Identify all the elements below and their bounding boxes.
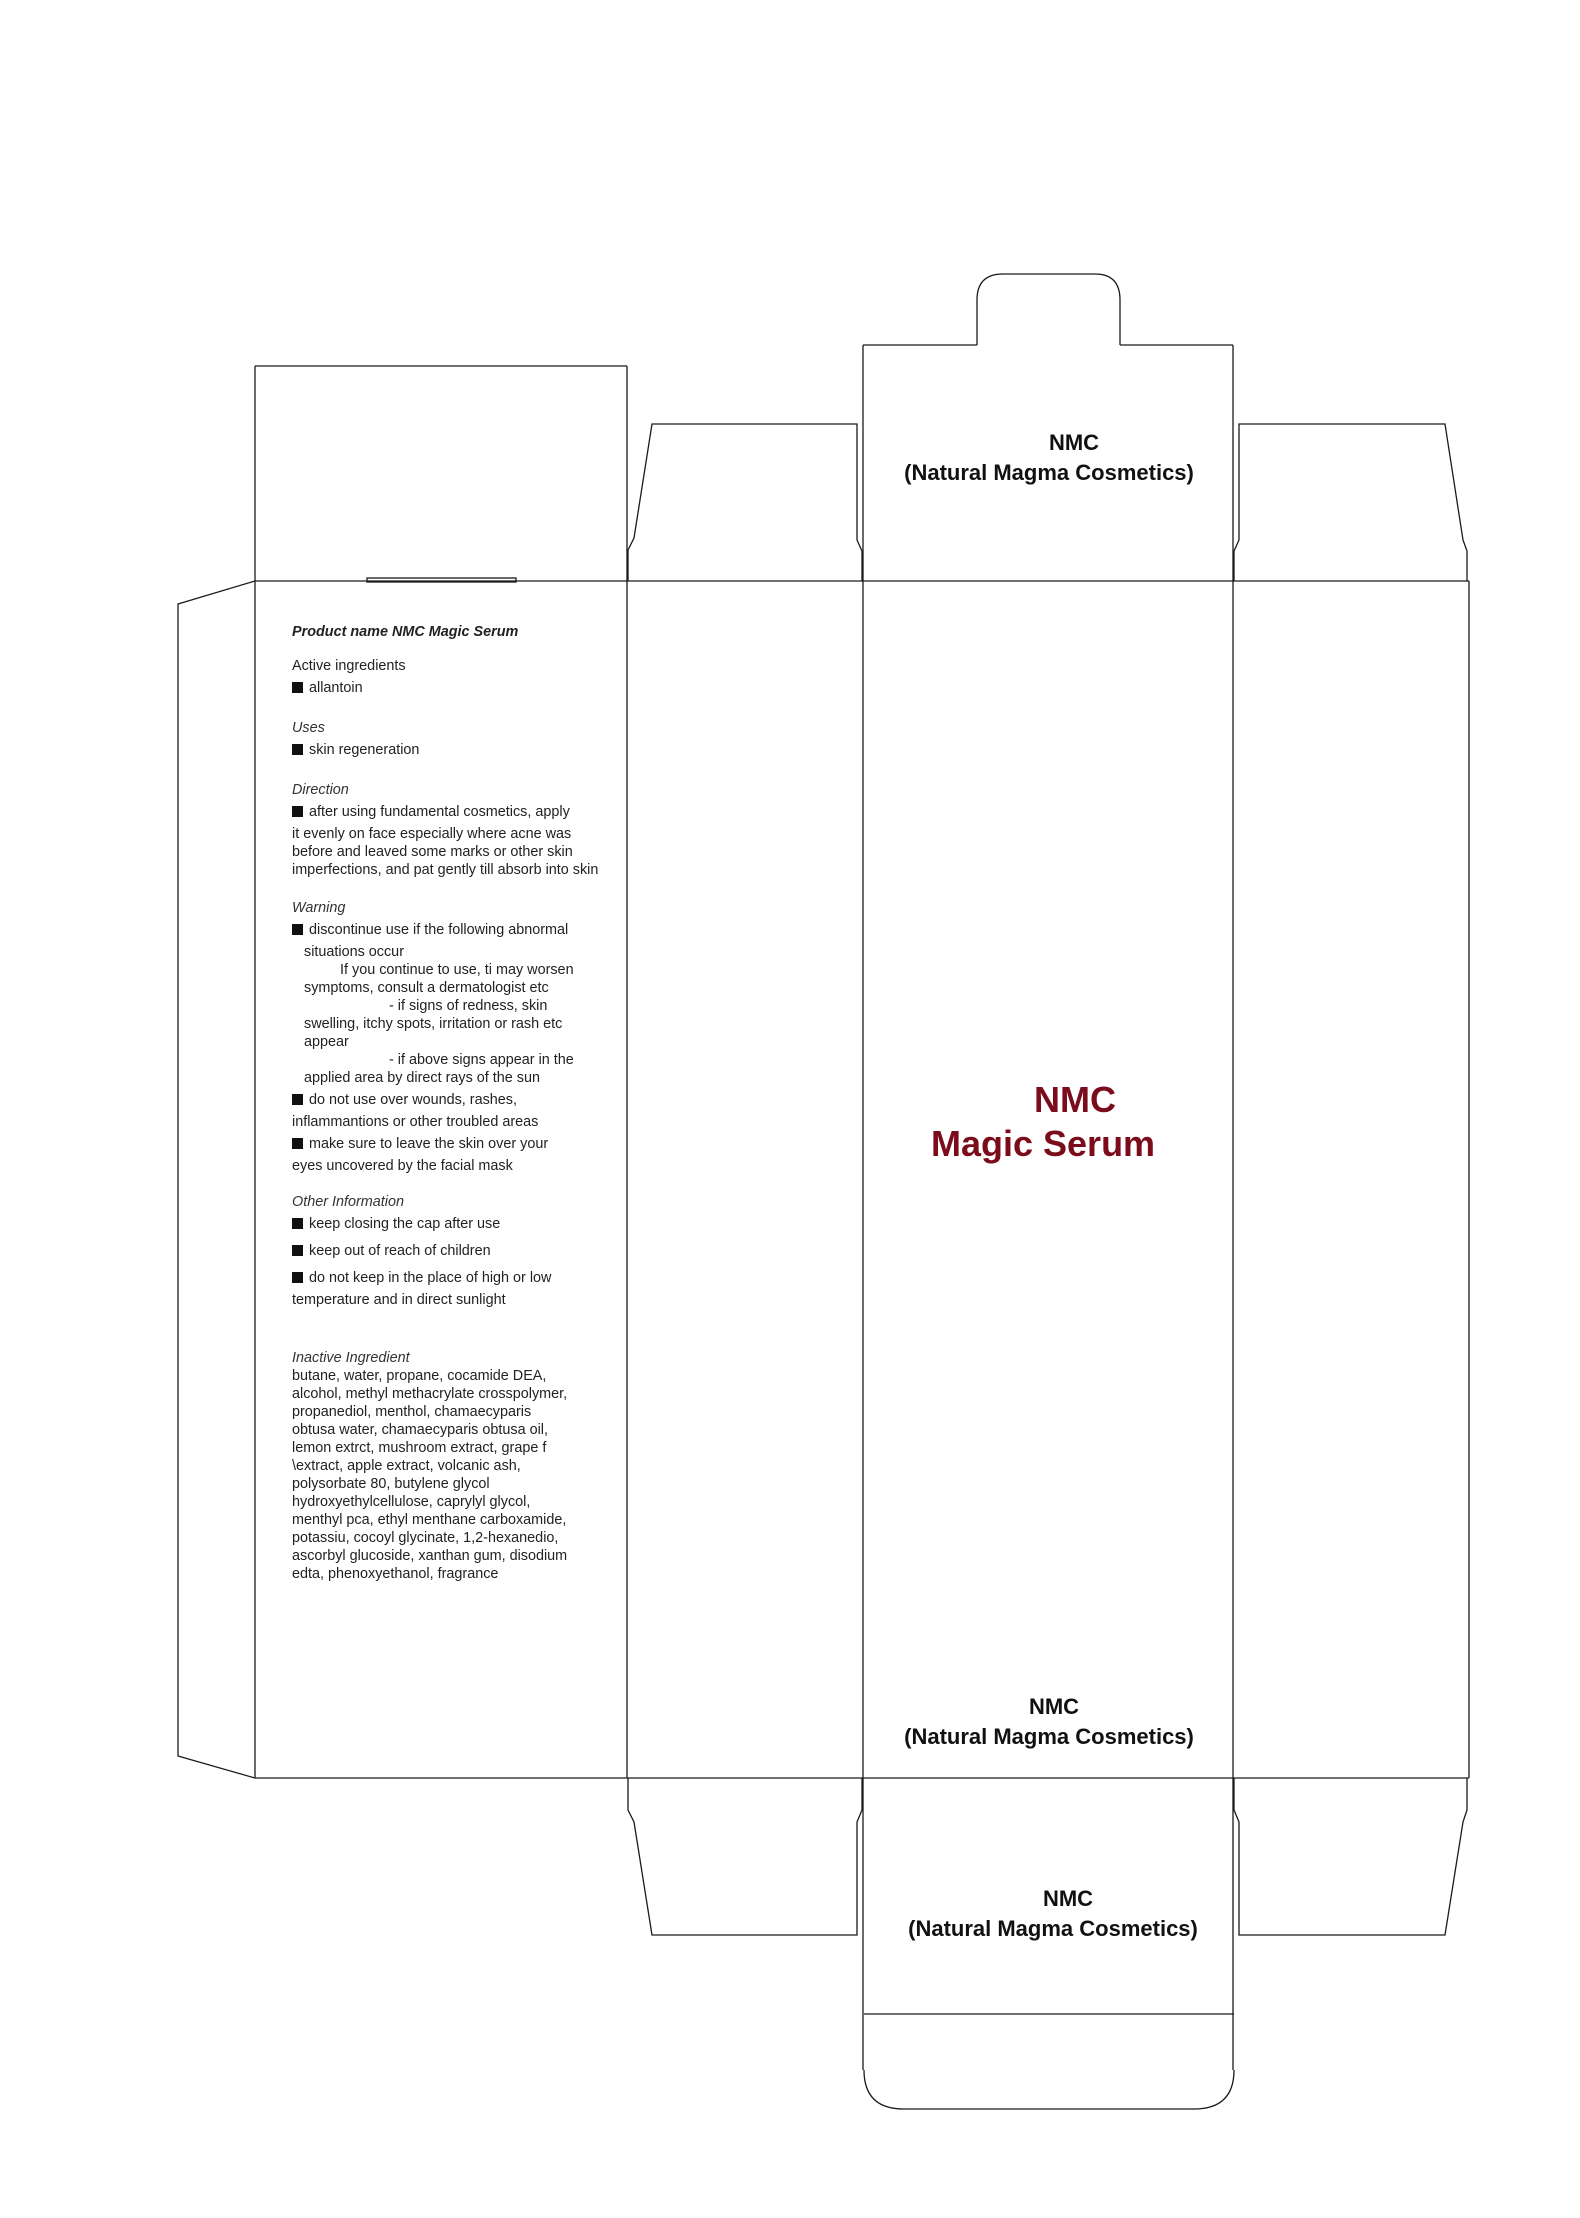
inactive-ingredient-list: butane, water, propane, cocamide DEA, alcohol, methyl methacrylate crosspolymer, propanediol, menthol, chamaecyparis obtusa water, chamaecyparis obtusa oil, lemon extrct, mushroom extract, grape f \extract, apple extract, volcanic ash, polysorbate 80, butylene glycol hydroxyethylcellulose, caprylyl glycol, menthyl pca, ethyl menthane carboxamide, potassiu, cocoyl glycinate, 1,2-hexanedio, ascorbyl glucoside, xanthan gum, disodium edta, phenoxyethanol, fragrance	[292, 1368, 568, 1582]
front-panel-title	[864, 1078, 1234, 1166]
brand-full: (Natural Magma Cosmetics)	[908, 1916, 1198, 1941]
front-bottom-brand-block	[864, 1692, 1234, 1752]
uses-item: skin regeneration	[292, 741, 612, 759]
warning-section: Warning discontinue use if the following abnormal situations occur If you continue to use, ti may worsen symptoms, consult a dermatologist etc - if signs of redness, skin swelling, itchy spots, irritation or rash etc appear - if above signs appear in the applied area by direct rays of the sun do not use over wounds, rashes, inflammantions or other troubled areas make sure to leave the skin over your eyes uncovered by the facial mask	[292, 899, 612, 1175]
brand-short: NMC	[1028, 1694, 1080, 1719]
bottom-tuck-tab	[864, 2070, 1234, 2109]
inactive-title: Inactive Ingredient	[292, 1350, 410, 1366]
bullet-square-icon	[292, 682, 303, 693]
bullet-square-icon	[292, 744, 303, 755]
tuck-slot	[367, 578, 516, 582]
bullet-square-icon	[292, 1272, 303, 1283]
brand-full: (Natural Magma Cosmetics)	[904, 1724, 1194, 1749]
direction-text: it evenly on face especially where acne was before and leaved some marks or other skin imperfections, and pat gently till absorb into skin	[292, 826, 599, 878]
other-title: Other Information	[292, 1194, 404, 1210]
other-item-3: do not keep in the place of high or low	[292, 1269, 612, 1287]
bullet-square-icon	[292, 924, 303, 935]
active-title: Active ingredients	[292, 658, 406, 674]
top-brand-block	[864, 428, 1234, 488]
bullet-square-icon	[292, 1138, 303, 1149]
dust-flap-bottom-left	[628, 1778, 862, 1935]
other-info-section: Other Information keep closing the cap after use keep out of reach of children do not keep in the place of high or low temperature and in direct sunlight	[292, 1193, 612, 1309]
warning-item-3: make sure to leave the skin over your	[292, 1135, 612, 1153]
direction-title: Direction	[292, 782, 349, 798]
info-panel	[292, 623, 612, 1583]
other-item-1: keep closing the cap after use	[292, 1215, 612, 1233]
active-ingredients-section	[292, 657, 612, 697]
warning-item-1: discontinue use if the following abnormal	[292, 921, 612, 939]
direction-item: after using fundamental cosmetics, apply	[292, 803, 612, 821]
dust-flap-top-right	[1234, 424, 1467, 581]
bullet-square-icon	[292, 1218, 303, 1229]
bullet-square-icon	[292, 806, 303, 817]
glue-flap	[178, 581, 255, 1778]
hero-line-2: Magic Serum	[931, 1123, 1156, 1164]
other-item-2: keep out of reach of children	[292, 1242, 612, 1260]
top-tuck-tab	[977, 274, 1120, 345]
hero-line-1: NMC	[1034, 1079, 1116, 1120]
warning-title: Warning	[292, 900, 346, 916]
warning-item-2: do not use over wounds, rashes,	[292, 1091, 612, 1109]
dust-flap-top-left	[628, 424, 862, 581]
uses-section	[292, 719, 612, 759]
brand-short: NMC	[1042, 1886, 1094, 1911]
active-item: allantoin	[292, 679, 612, 697]
product-name: Product name NMC Magic Serum	[292, 624, 519, 640]
bullet-square-icon	[292, 1094, 303, 1105]
dust-flap-bottom-right	[1234, 1778, 1467, 1935]
bottom-flap-brand-block	[868, 1884, 1238, 1944]
direction-section	[292, 781, 612, 879]
brand-full: (Natural Magma Cosmetics)	[904, 460, 1194, 485]
bullet-square-icon	[292, 1245, 303, 1256]
brand-short: NMC	[1048, 430, 1100, 455]
uses-title: Uses	[292, 720, 325, 736]
